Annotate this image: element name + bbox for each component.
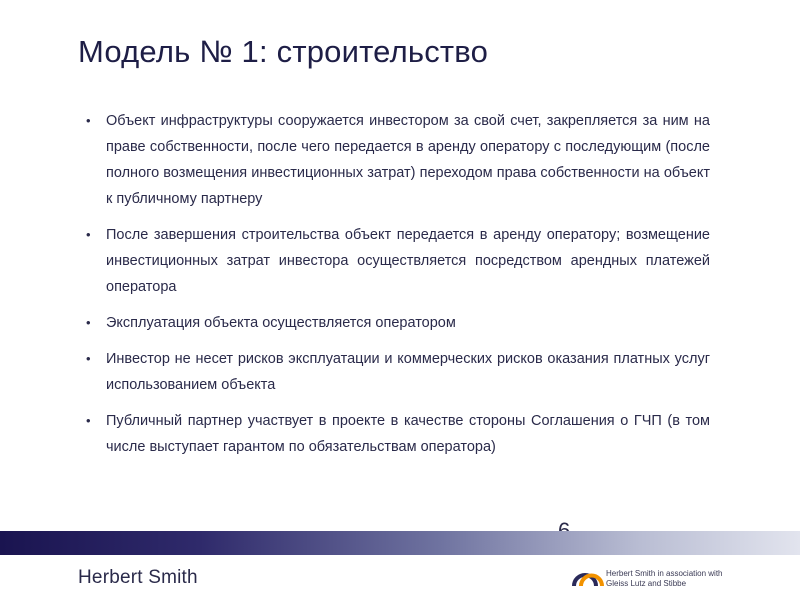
association-line-1: Herbert Smith in association with — [606, 569, 723, 578]
bullet-icon: • — [86, 351, 91, 366]
bullet-item — [84, 310, 710, 336]
arc-logo-icon — [572, 569, 604, 587]
bullet-text: После завершения строительства объект передается в аренду оператору; возмещение инвестиционных затрат инвестора осуществляется посредством арендных платежей оператора — [106, 227, 710, 295]
footer-gradient-bar — [0, 531, 800, 555]
association-text — [606, 569, 766, 589]
bullet-item — [84, 222, 710, 300]
bullet-text: Эксплуатация объекта осуществляется оператором — [106, 315, 456, 331]
bullet-item — [84, 108, 710, 212]
bullet-item — [84, 408, 710, 460]
bullet-icon: • — [86, 227, 91, 242]
bullet-text: Объект инфраструктуры сооружается инвестором за свой счет, закрепляется за ним на праве собственности, после чего передается в аренду оператору с последующим (после полного возмещения инвестиционных затрат) переходом права собственности на объект к публичному партнеру — [106, 113, 710, 207]
bullet-text: Инвестор не несет рисков эксплуатации и коммерческих рисков оказания платных услуг использованием объекта — [106, 351, 710, 393]
association-line-2: Gleiss Lutz and Stibbe — [606, 579, 687, 588]
slide-title: Модель № 1: строительство — [78, 34, 489, 69]
bullet-list — [84, 108, 710, 470]
bullet-icon: • — [86, 113, 91, 128]
herbert-smith-logo: Herbert Smith — [78, 567, 198, 588]
bullet-item — [84, 346, 710, 398]
bullet-icon: • — [86, 315, 91, 330]
bullet-icon: • — [86, 413, 91, 428]
bullet-text: Публичный партнер участвует в проекте в качестве стороны Соглашения о ГЧП (в том числе выступает гарантом по обязательствам оператора) — [106, 413, 710, 455]
